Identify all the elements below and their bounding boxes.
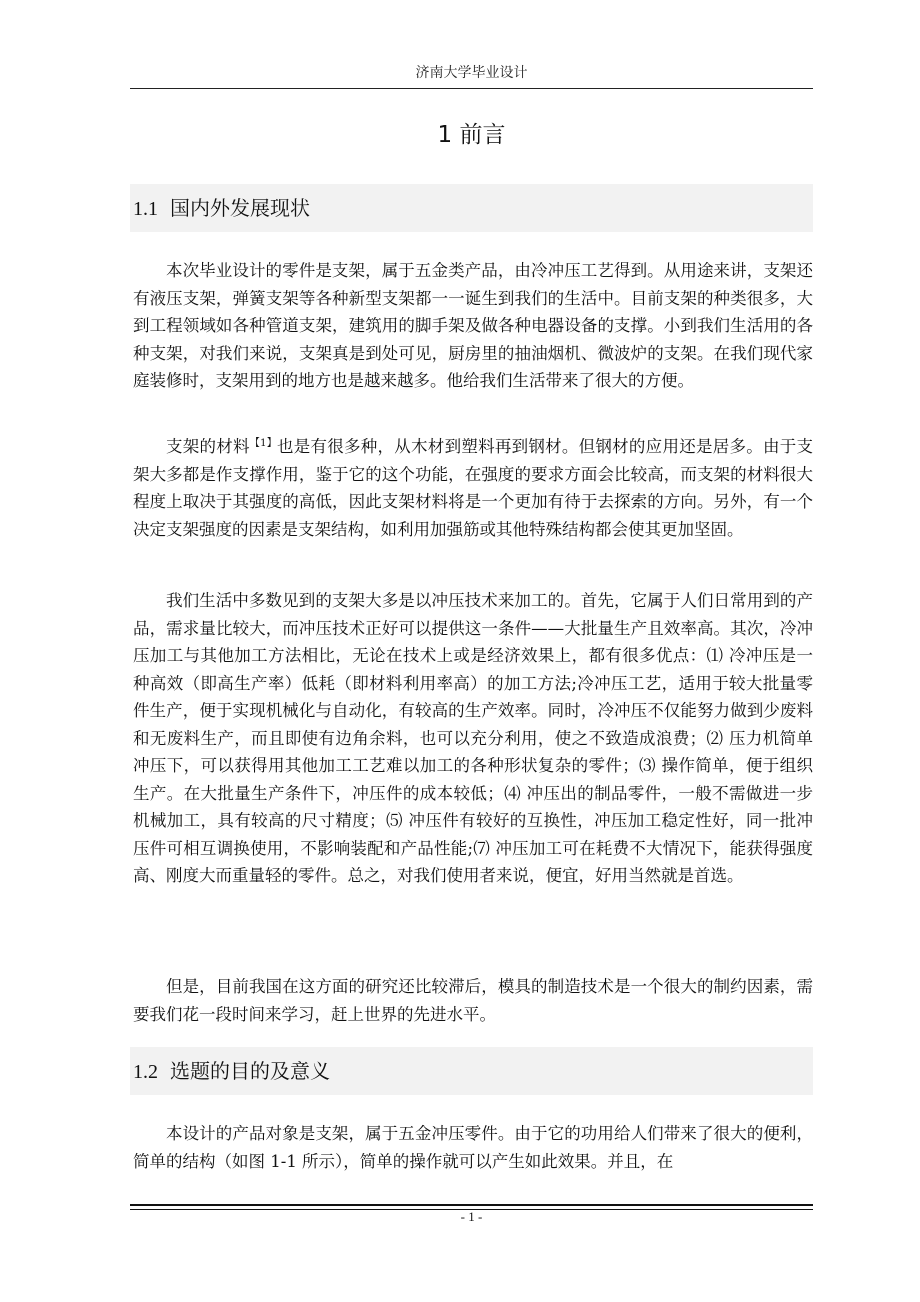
paragraph-text: 支架的材料 bbox=[166, 437, 250, 456]
paragraph: 但是，目前我国在这方面的研究还比较滞后，模具的制造技术是一个很大的制约因素，需要我们花一段时间来学习，赶上世界的先进水平。 bbox=[133, 977, 813, 1024]
paragraph: 本次毕业设计的零件是支架，属于五金类产品，由冷冲压工艺得到。从用途来讲，支架还有液压支架，弹簧支架等各种新型支架都一一诞生到我们的生活中。目前支架的种类很多，大到工程领域如各种管道支架，建筑用的脚手架及做各种电器设备的支撑。小到我们生活用的各种支架，对我们来说，支架真是到处可见，厨房里的抽油烟机、微波炉的支架。在我们现代家庭装修时，支架用到的地方也是越来越多。他给我们生活带来了很大的方便。 bbox=[133, 261, 813, 390]
section-heading-1-1 bbox=[130, 184, 813, 232]
chapter-title: 1 前言 bbox=[437, 122, 506, 148]
section-title: 国内外发展现状 bbox=[170, 196, 310, 220]
paragraph: 我们生活中多数见到的支架大多是以冲压技术来加工的。首先，它属于人们日常用到的产品，需求量比较大，而冲压技术正好可以提供这一条件——大批量生产且效率高。其次，冷冲压加工与其他加工方法相比，无论在技术上或是经济效果上，都有很多优点：⑴ 冷冲压是一种高效（即高生产率）低耗（即材料利用率高）的加工方法;冷冲压工艺，适用于较大批量零件生产，便于实现机械化与自动化，有较高的生产效率。同时，冷冲压不仅能努力做到少废料和无废料生产，而且即使有边角余料，也可以充分利用，使之不致造成浪费；⑵ 压力机简单冲压下，可以获得用其他加工工艺难以加工的各种形状复杂的零件；⑶ 操作简单，便于组织生产。在大批量生产条件下，冲压件的成本较低；⑷ 冲压出的制品零件，一般不需做进一步机械加工，具有较高的尺寸精度；⑸ 冲压件有较好的互换性，冲压加工稳定性好，同一批冲压件可相互调换使用，不影响装配和产品性能;⑺ 冲压加工可在耗费不大情况下，能获得强度高、刚度大而重量轻的零件。总之，对我们使用者来说，便宜，好用当然就是首选。 bbox=[133, 591, 813, 885]
page-number: - 1 - bbox=[460, 1209, 483, 1224]
footer-rule bbox=[130, 1204, 813, 1206]
section-number: 1.1 bbox=[133, 198, 158, 220]
paragraph: 本设计的产品对象是支架，属于五金冲压零件。由于它的功用给人们带来了很大的便利，简单的结构（如图 1-1 所示），简单的操作就可以产生如此效果。并且，在 bbox=[133, 1124, 813, 1171]
citation-reference: 【1】 bbox=[249, 438, 277, 449]
paragraph bbox=[133, 433, 813, 543]
paragraph-text: 也是有很多种，从木材到塑料再到钢材。但钢材的应用还是居多。由于支架大多都是作支撑作用，鉴于它的这个功能，在强度的要求方面会比较高，而支架的材料很大程度上取决于其强度的高低，因此支架材料将是一个更加有待于去探索的方向。另外，有一个决定支架强度的因素是支架结构，如利用加强筋或其他特殊结构都会使其更加坚固。 bbox=[133, 437, 814, 539]
section-title: 选题的目的及意义 bbox=[170, 1059, 330, 1083]
header-rule bbox=[130, 88, 813, 89]
section-number: 1.2 bbox=[133, 1061, 158, 1083]
running-header: 济南大学毕业设计 bbox=[415, 65, 528, 81]
section-heading-1-2 bbox=[130, 1047, 813, 1095]
